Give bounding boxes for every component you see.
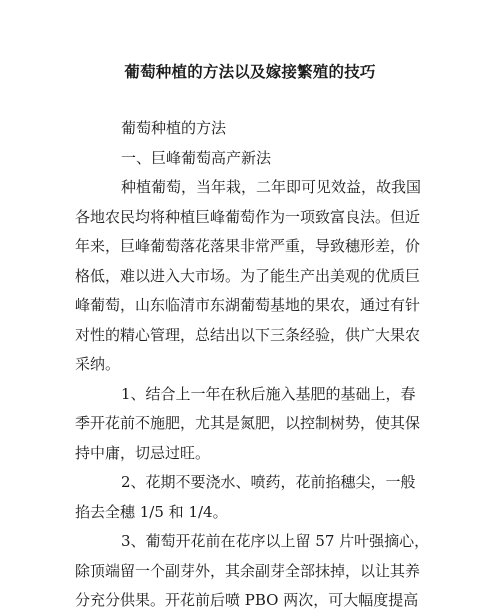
paragraph-line: 种植葡萄，当年栽，二年即可见效益，故我国 [121, 178, 422, 196]
paragraph-line: 1、结合上一年在秋后施入基肥的基础上，春 [121, 384, 416, 403]
paragraph-line: 各地农民均将种植巨峰葡萄作为一项致富良法。但近 [75, 207, 421, 226]
paragraph-line: 年来，巨峰葡萄落花落果非常严重，导致穗形差，价 [75, 237, 421, 255]
paragraph-line: 2、花期不要浇水、喷药，花前掐穗尖，一般 [121, 473, 416, 491]
paragraph-line: 峰葡萄，山东临清市东湖葡萄基地的果农，通过有针 [75, 296, 421, 314]
document-title: 葡萄种植的方法以及嫁接繁殖的技巧 [124, 62, 376, 81]
section-heading: 葡萄种植的方法 [121, 119, 227, 137]
document-body [75, 114, 431, 616]
paragraph-line: 格低，难以进入大市场。为了能生产出美观的优质巨 [75, 266, 421, 285]
paragraph-line: 3、葡萄开花前在花序以上留 57 片叶强摘心， [121, 532, 430, 550]
paragraph-line: 采纳。 [75, 355, 121, 373]
paragraph-line: 对性的精心管理，总结出以下三条经验，供广大果农 [75, 325, 421, 344]
paragraph-line: 分充分供果。开花前后喷 PBO 两次，可大幅度提高 [75, 591, 419, 609]
paragraph-line: 除顶端留一个副芽外，其余副芽全部抹掉，以让其养 [75, 561, 421, 580]
paragraph-line: 掐去全穗 1/5 和 1/4。 [75, 502, 228, 521]
paragraph-line: 持中庸，切忌过旺。 [75, 443, 211, 462]
paragraph-line: 季开花前不施肥，尤其是氮肥，以控制树势，使其保 [75, 414, 421, 432]
subsection-heading: 一、巨峰葡萄高产新法 [121, 148, 272, 167]
